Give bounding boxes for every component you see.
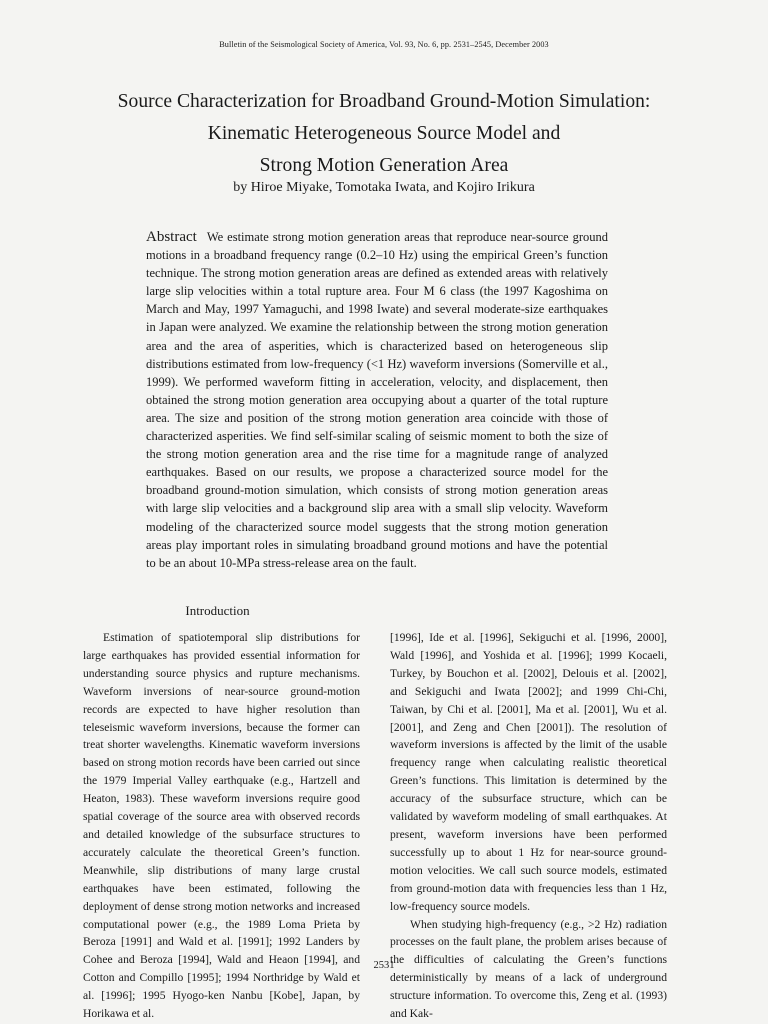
- paper-title: [60, 86, 708, 182]
- title-line-2: Kinematic Heterogeneous Source Model and: [207, 123, 561, 144]
- intro-paragraph-1: Estimation of spatiotemporal slip distributions for large earthquakes has provided essential information for understanding source physics and rupture mechanisms. Waveform inversions of near-source ground-motion records are expected to have higher resolution than teleseismic waveform inversions, because the former can treat shorter wavelengths. Kinematic waveform inversions based on strong motion records have been carried out since the 1979 Imperial Valley earthquake (e.g., Hartzell and Heaton, 1983). These waveform inversions require good spatial coverage of the source area with observed records and detailed knowledge of the subsurface structures to accurately calculate the theoretical Green’s function. Meanwhile, slip distributions of many large crustal earthquakes have been estimated, following the deployment of dense strong motion networks and increased computational power (e.g., the 1989 Loma Prieta by Beroza [1991] and Wald et al. [1991]; 1992 Landers by Cohee and Beroza [1994], Wald and Heaon [1994], and Cotton and Compillo [1995]; 1994 Northridge by Wald et al. [1996]; 1995 Hyogo-ken Nanbu [Kobe], Japan, by Horikawa et al.: [83, 631, 360, 1021]
- introduction-heading: Introduction: [185, 603, 250, 618]
- page-number: 2531: [373, 960, 395, 971]
- intro-paragraph-1-continued: [1996], Ide et al. [1996], Sekiguchi et al. [1996, 2000], Wald [1996], and Yoshida et al. [1996]; 1999 Kocaeli, Turkey, by Bouchon et al. [2002], Delouis et al. [2002], and Sekiguchi and Iwata [2002]; and 1999 Chi-Chi, Taiwan, by Chi et al. [2001], Ma et al. [2001], Wu et al. [2001], and Zeng and Chen [2001]). The resolution of waveform inversions is affected by the limit of the usable frequency range when calculating realistic theoretical Green’s functions. This limitation is determined by the accuracy of the subsurface structure, which can be validated by waveform modeling of small earthquakes. At present, waveform inversions have been performed successfully up to about 1 Hz for near-source ground-motion velocities. We call such source models, estimated from ground-motion data with frequencies less than 1 Hz, low-frequency source models.: [390, 631, 667, 913]
- author-line: by Hiroe Miyake, Tomotaka Iwata, and Kojiro Irikura: [233, 180, 535, 195]
- abstract-text: We estimate strong motion generation areas that reproduce near-source ground motions in a broadband frequency range (0.2–10 Hz) using the empirical Green’s function technique. The strong motion generation areas are defined as extended areas with relatively large slip velocities within a total rupture area. Four M 6 class (the 1997 Kagoshima on March and May, 1997 Yamaguchi, and 1998 Iwate) and several moderate-size earthquakes in Japan were analyzed. We examine the relationship between the strong motion generation area and the area of asperities, which is characterized based on heterogeneous slip distributions estimated from low-frequency (<1 Hz) waveform inversions (Somerville et al., 1999). We performed waveform fitting in acceleration, velocity, and displacement, then obtained the strong motion generation area occupying about a quarter of the total rupture area. The size and position of the strong motion generation area coincide with those of characterized asperities. We find self-similar scaling of seismic moment to both the size of the strong motion generation area and the rise time for a magnitude range of analyzed earthquakes. Based on our results, we propose a characterized source model for the broadband ground-motion simulation, which consists of strong motion generation areas with large slip velocities and a background slip area with a small slip velocity. Waveform modeling of the characterized source model suggests that the strong motion generation areas play important roles in simulating broadband ground motions and have the potential to be an about 10-MPa stress-release area on the fault.: [146, 230, 608, 570]
- title-line-3: Strong Motion Generation Area: [259, 155, 509, 176]
- intro-paragraph-2: When studying high-frequency (e.g., >2 Hz) radiation processes on the fault plane, the problem arises because of the difficulties of calculating the Green’s functions deterministically by means of a lack of underground structure information. To overcome this, Zeng et al. (1993) and Kak-: [390, 917, 667, 1021]
- abstract-heading: Abstract: [146, 229, 197, 245]
- abstract: [146, 228, 608, 572]
- title-line-1: Source Characterization for Broadband Ground-Motion Simulation:: [117, 91, 651, 112]
- journal-citation: Bulletin of the Seismological Society of America, Vol. 93, No. 6, pp. 2531–2545, December 2003: [219, 40, 549, 49]
